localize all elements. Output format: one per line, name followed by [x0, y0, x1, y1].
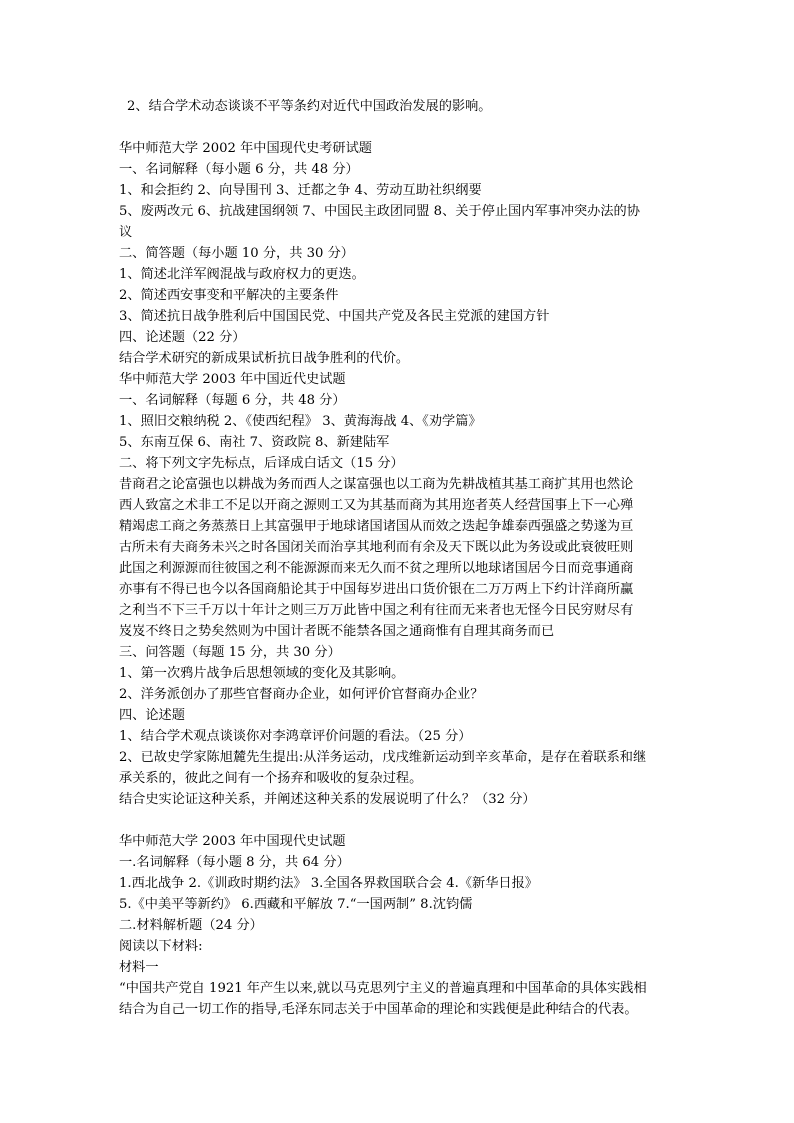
- text-line: 结合学术研究的新成果试析抗日战争胜利的代价。: [119, 351, 410, 366]
- text-line: 二、将下列文字先标点，后译成白话文（15 分）: [119, 456, 404, 471]
- text-line: 昔商君之论富强也以耕战为务而西人之谋富强也以工商为先耕战植其基工商扩其用也然论: [119, 477, 634, 492]
- text-line: 一.名词解释（每小题 8 分，共 64 分）: [119, 855, 350, 870]
- text-line: 此国之利源源而往彼国之利不能源源而来无久而不贫之理所以地球诸国居今日而竞事通商: [119, 561, 634, 576]
- text-line: “中国共产党自 1921 年产生以来,就以马克思列宁主义的普遍真理和中国革命的具体实践相: [119, 981, 647, 996]
- text-line: 结合为自己一切工作的指导,毛泽东同志关于中国革命的理论和实践便是此种结合的代表。: [119, 1002, 638, 1017]
- text-line: 3、简述抗日战争胜利后中国国民党、中国共产党及各民主党派的建国方针: [119, 309, 550, 324]
- text-line: 之利当不下三千万以十年计之则三万万此皆中国之利有往而无来者也无怪今日民穷财尽有: [119, 603, 634, 618]
- text-line: 三、问答题（每题 15 分，共 30 分）: [119, 645, 341, 660]
- text-line: 华中师范大学 2003 年中国现代史试题: [119, 834, 346, 849]
- text-line: 阅读以下材料:: [119, 939, 203, 954]
- text-line: 结合史实论证这种关系，并阐述这种关系的发展说明了什么？（32 分）: [119, 792, 536, 807]
- text-line: 岌岌不终日之势矣然则为中国计者既不能禁各国之通商惟有自理其商务而已: [119, 624, 555, 639]
- text-line: 5.《中美平等新约》 6.西藏和平解放 7.“一国两制” 8.沈钧儒: [119, 897, 473, 912]
- text-line: 精竭虑工商之务蒸蒸日上其富强甲于地球诸国诸国从而效之迭起争雄泰西强盛之势遂为亘: [119, 519, 634, 534]
- text-line: 一、名词解释（每小题 6 分，共 48 分）: [119, 162, 359, 177]
- exam-text-body: [119, 96, 679, 1020]
- text-line: 亦事有不得已也今以各国商船论其于中国每岁进出口货价银在二万万两上下约计洋商所赢: [119, 582, 634, 597]
- text-line: 1.西北战争 2.《训政时期约法》 3.全国各界救国联合会 4.《新华日报》: [119, 876, 538, 891]
- text-line: 材料一: [119, 960, 159, 975]
- blank-line: [119, 810, 679, 831]
- text-line: 四、论述题（22 分）: [119, 330, 246, 345]
- text-line: 2、洋务派创办了那些官督商办企业，如何评价官督商办企业？: [119, 687, 484, 702]
- text-line: 二.材料解析题（24 分）: [119, 918, 263, 933]
- text-line: 1、结合学术观点谈谈你对李鸿章评价问题的看法。（25 分）: [119, 729, 472, 744]
- text-line: 1、和会拒约 2、向导围刊 3、迁都之争 4、劳动互助社织纲要: [119, 183, 482, 198]
- text-line: 华中师范大学 2002 年中国现代史考研试题: [119, 141, 372, 156]
- text-line: 2、已故史学家陈旭麓先生提出:从洋务运动，戊戌维新运动到辛亥革命，是存在着联系和继: [119, 750, 647, 765]
- text-line: 5、废两改元 6、抗战建国纲领 7、中国民主政团同盟 8、关于停止国内军事冲突办法的协: [119, 204, 640, 219]
- text-line: 1、第一次鸦片战争后思想领域的变化及其影响。: [119, 666, 405, 681]
- text-line: 1、照旧交粮纳税 2、《使西纪程》 3、黄海海战 4、《劝学篇》: [119, 414, 482, 429]
- text-line: 1、简述北洋军阀混战与政府权力的更迭。: [119, 267, 365, 282]
- text-line: 5、东南互保 6、南社 7、资政院 8、新建陆军: [119, 435, 390, 450]
- text-line: 承关系的，彼此之间有一个扬弃和吸收的复杂过程。: [119, 771, 423, 786]
- text-line: 2、结合学术动态谈谈不平等条约对近代中国政治发展的影响。: [127, 99, 492, 114]
- text-line: 古所未有夫商务未兴之时各国闭关而治享其地利而有余及天下既以此为务设或此衰彼旺则: [119, 540, 634, 555]
- text-line: 二、简答题（每小题 10 分，共 30 分）: [119, 246, 354, 261]
- blank-line: [119, 117, 679, 138]
- text-line: 议: [119, 225, 133, 240]
- text-line: 2、简述西安事变和平解决的主要条件: [119, 288, 339, 303]
- text-line: 一、名词解释（每题 6 分，共 48 分）: [119, 393, 346, 408]
- text-line: 西人致富之术非工不足以开商之源则工又为其基而商为其用迩者英人经营国事上下一心殚: [119, 498, 634, 513]
- text-line: 华中师范大学 2003 年中国近代史试题: [119, 372, 346, 387]
- text-line: 四、论述题: [119, 708, 185, 723]
